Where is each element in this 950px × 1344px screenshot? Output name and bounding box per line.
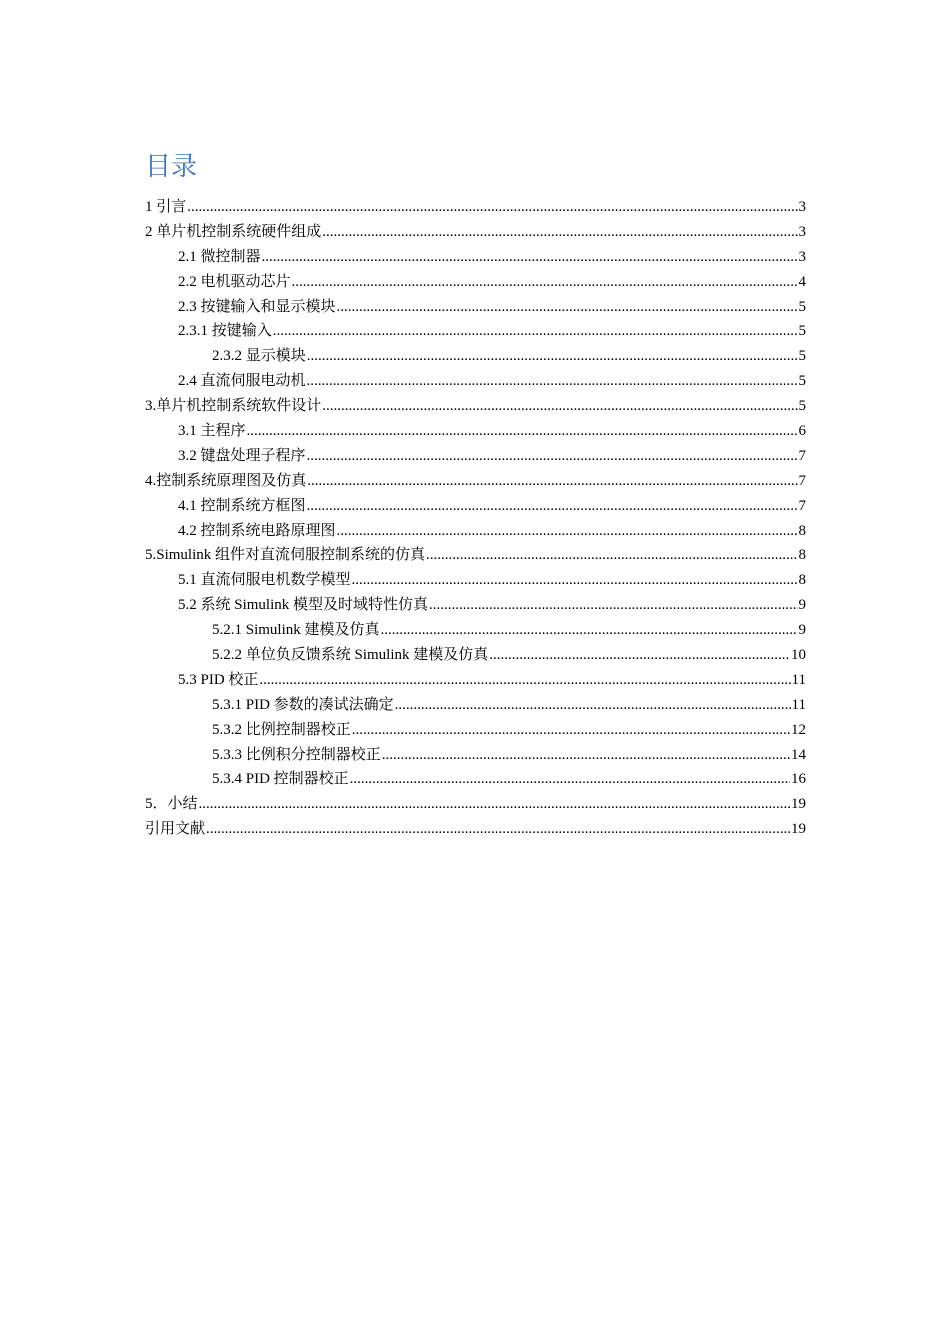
toc-entry[interactable]: [145, 494, 806, 519]
toc-leader-dots: [307, 344, 798, 369]
toc-entry-label: 2 单片机控制系统硬件组成: [145, 223, 322, 240]
toc-entry-label: 1 引言: [145, 199, 187, 215]
toc-leader-dots: [247, 419, 798, 444]
toc-entry-label: 5．小结: [145, 796, 198, 813]
toc-entry-page: 9: [798, 597, 806, 614]
toc-entry-page: 10: [791, 647, 806, 664]
toc-leader-dots: [262, 245, 798, 270]
toc-entry[interactable]: [145, 519, 806, 544]
toc-leader-dots: [307, 369, 798, 394]
toc-entry-label: 3.2 键盘处理子程序: [178, 447, 306, 464]
toc-entry[interactable]: [145, 792, 806, 817]
toc-entry[interactable]: [145, 693, 806, 718]
toc-entry-label: 5.2.1 Simulink 建模及仿真: [212, 622, 380, 639]
toc-title: 目录: [145, 152, 198, 182]
toc-entry[interactable]: [145, 643, 806, 668]
toc-entry-page: 11: [791, 671, 806, 688]
toc-leader-dots: [352, 718, 790, 743]
toc-entry-page: 3: [798, 199, 806, 215]
toc-entry-page: 7: [798, 447, 806, 464]
toc-entry-page: 8: [798, 522, 806, 539]
toc-entry-label: 4.控制系统原理图及仿真: [145, 472, 307, 489]
toc-leader-dots: [382, 743, 790, 768]
toc-entry-page: 3: [798, 223, 806, 240]
toc-entry-label: 5.2 系统 Simulink 模型及时域特性仿真: [178, 597, 429, 614]
toc-entry[interactable]: [145, 543, 806, 568]
toc-entry-page: 12: [791, 721, 806, 738]
toc-leader-dots: [489, 643, 790, 668]
toc-leader-dots: [429, 593, 797, 618]
toc-leader-dots: [322, 394, 797, 419]
toc-leader-dots: [259, 668, 790, 693]
toc-leader-dots: [187, 195, 797, 220]
toc-entry[interactable]: [145, 369, 806, 394]
toc-entry-label: 2.3 按键输入和显示模块: [178, 298, 336, 315]
toc-entry-page: 4: [798, 273, 806, 290]
toc-entry[interactable]: [145, 568, 806, 593]
toc-entry[interactable]: [145, 469, 806, 494]
toc-entry-label: 3.1 主程序: [178, 423, 246, 440]
toc-entry-page: 5: [798, 398, 806, 415]
toc-entry[interactable]: [145, 444, 806, 469]
toc-entry[interactable]: [145, 817, 806, 842]
toc-leader-dots: [307, 444, 798, 469]
toc-entry-label: 5.3.1 PID 参数的凑试法确定: [212, 696, 394, 713]
toc-leader-dots: [307, 494, 798, 519]
toc-leader-dots: [381, 618, 798, 643]
toc-entry-label: 2.2 电机驱动芯片: [178, 273, 291, 290]
toc-leader-dots: [292, 270, 798, 295]
toc-leader-dots: [337, 295, 798, 320]
toc-entry-label: 4.1 控制系统方框图: [178, 497, 306, 514]
toc-entry[interactable]: [145, 319, 806, 344]
table-of-contents: [145, 195, 806, 842]
toc-entry-page: 8: [798, 547, 806, 564]
toc-leader-dots: [307, 469, 797, 494]
toc-entry-page: 7: [798, 472, 806, 489]
toc-entry-page: 19: [791, 796, 806, 813]
toc-entry-page: 3: [798, 248, 806, 265]
toc-entry[interactable]: [145, 718, 806, 743]
toc-entry[interactable]: [145, 344, 806, 369]
toc-entry-label: 4.2 控制系统电路原理图: [178, 522, 336, 539]
toc-leader-dots: [350, 767, 790, 792]
toc-entry[interactable]: [145, 618, 806, 643]
toc-entry-label: 5.2.2 单位负反馈系统 Simulink 建模及仿真: [212, 647, 489, 664]
toc-entry[interactable]: [145, 295, 806, 320]
toc-entry[interactable]: [145, 668, 806, 693]
toc-entry[interactable]: [145, 270, 806, 295]
toc-entry-label: 5.3.4 PID 控制器校正: [212, 771, 349, 788]
toc-leader-dots: [337, 519, 798, 544]
toc-entry-page: 5: [798, 323, 806, 340]
toc-entry[interactable]: [145, 419, 806, 444]
toc-entry-label: 引用文献: [145, 821, 206, 838]
toc-entry-page: 14: [791, 746, 806, 763]
toc-leader-dots: [395, 693, 791, 718]
toc-entry-page: 11: [791, 696, 806, 713]
toc-entry-page: 5: [798, 373, 806, 390]
toc-entry[interactable]: [145, 245, 806, 270]
toc-entry-label: 2.4 直流伺服电动机: [178, 373, 306, 390]
toc-entry-label: 5.3.2 比例控制器校正: [212, 721, 351, 738]
toc-entry-label: 3.单片机控制系统软件设计: [145, 398, 322, 415]
toc-entry[interactable]: [145, 220, 806, 245]
toc-entry[interactable]: [145, 593, 806, 618]
toc-entry-page: 19: [791, 821, 806, 838]
toc-leader-dots: [199, 792, 790, 817]
toc-entry-label: 5.3 PID 校正: [178, 671, 259, 688]
toc-leader-dots: [352, 568, 798, 593]
toc-entry-page: 5: [798, 298, 806, 315]
toc-entry-label: 2.1 微控制器: [178, 248, 261, 265]
toc-entry-label: 5.3.3 比例积分控制器校正: [212, 746, 381, 763]
toc-entry-page: 16: [791, 771, 806, 788]
toc-leader-dots: [206, 817, 790, 842]
toc-leader-dots: [426, 543, 797, 568]
toc-entry-page: 7: [798, 497, 806, 514]
toc-entry[interactable]: [145, 743, 806, 768]
toc-entry-label: 5.Simulink 组件对直流伺服控制系统的仿真: [145, 547, 426, 564]
toc-entry-label: 2.3.2 显示模块: [212, 348, 306, 365]
toc-entry-page: 6: [798, 423, 806, 440]
toc-entry[interactable]: [145, 195, 806, 220]
toc-entry-page: 9: [798, 622, 806, 639]
toc-entry-label: 5.1 直流伺服电机数学模型: [178, 572, 351, 589]
toc-leader-dots: [273, 319, 798, 344]
toc-entry-label: 2.3.1 按键输入: [178, 323, 272, 340]
toc-entry[interactable]: [145, 767, 806, 792]
toc-entry-page: 8: [798, 572, 806, 589]
toc-entry-page: 5: [798, 348, 806, 365]
toc-leader-dots: [322, 220, 797, 245]
toc-entry[interactable]: [145, 394, 806, 419]
